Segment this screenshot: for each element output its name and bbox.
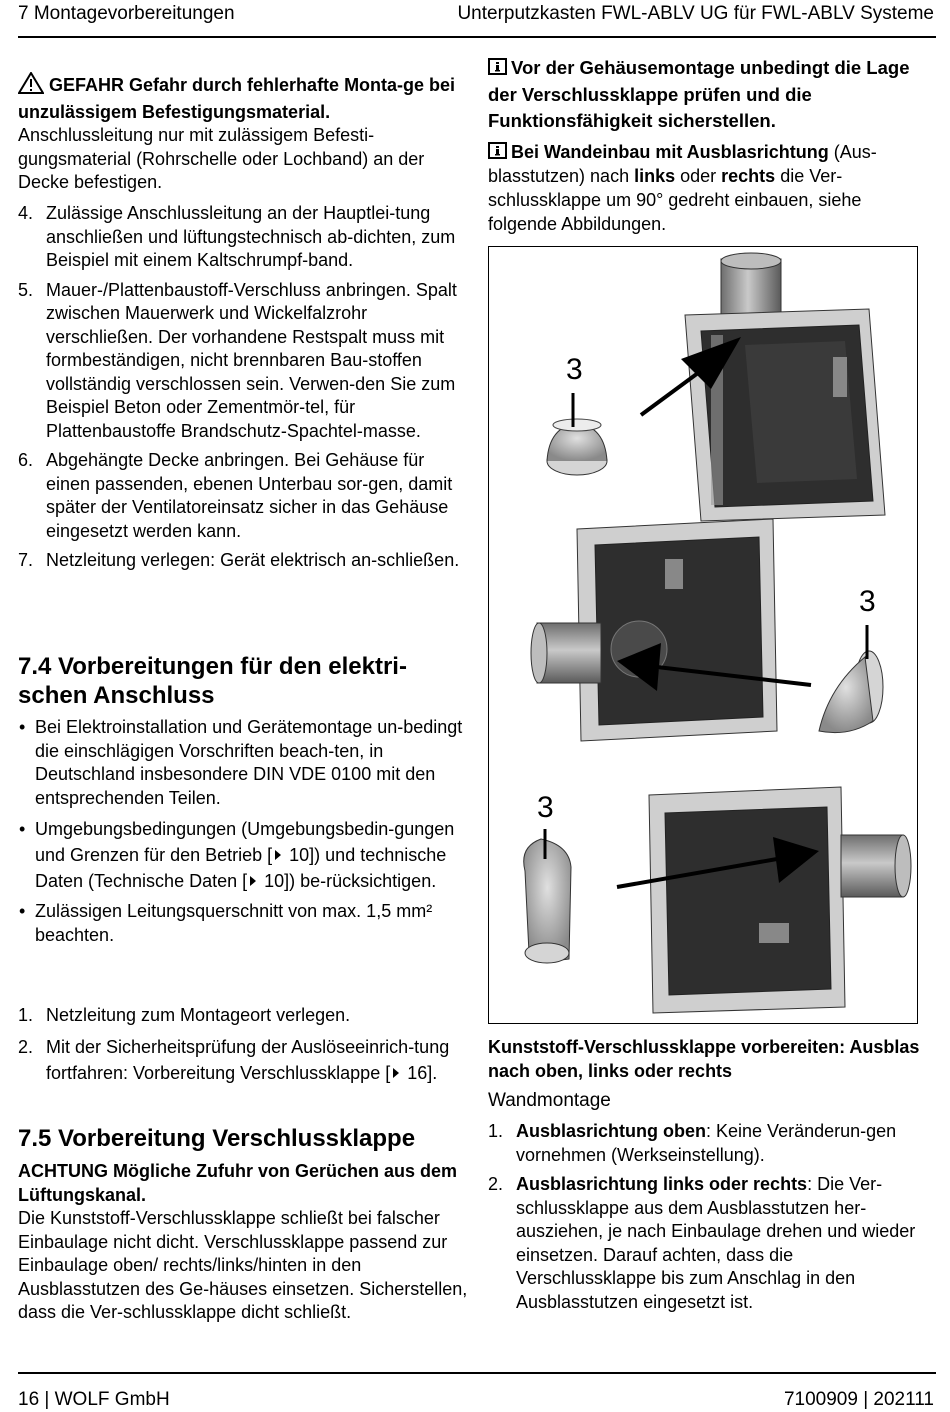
step-6: 6. Abgehängte Decke anbringen. Bei Gehäuse für einen passenden, ebenen Unterbau sor-gen, damit später der Ventilatoreinsatz sicher in das Gehäuse eingesetzt werden kann.	[18, 450, 453, 541]
info-block-2: Bei Wandeinbau mit Ausblasrichtung (Aus-blasstutzen) nach links oder rechts die Ver-schlussklappe um 90° gedreht einbauen, siehe folgende Abbildungen.	[488, 142, 877, 234]
step-1: 1. Netzleitung zum Montageort verlegen.	[18, 1005, 351, 1025]
footer-rule	[18, 1372, 936, 1374]
step-7: 7. Netzleitung verlegen: Gerät elektrisch an-schließen.	[18, 550, 460, 570]
flap-part-2	[819, 651, 883, 733]
danger-text: Anschlussleitung nur mit zulässigem Befesti-gungsmaterial (Rohrschelle oder Lochband) an der Decke befestigen.	[18, 125, 425, 192]
steps-list-b	[18, 1004, 468, 1092]
step-2: 2. Mit der Sicherheitsprüfung der Auslöseeinrich-tung fortfahren: Vorbereitung Verschlussklappe [ 16].	[18, 1034, 468, 1086]
housing-box-top	[685, 253, 885, 521]
step-1: 1. Ausblasrichtung oben: Keine Veränderun-gen vornehmen (Werkseinstellung).	[488, 1121, 897, 1165]
reference-arrow-icon	[392, 1060, 400, 1086]
caution-title: ACHTUNG Mögliche Zufuhr von Gerüchen aus dem Lüftungskanal.	[18, 1161, 458, 1205]
section-heading-7-4: 7.4 Vorbereitungen für den elektri-schen Anschluss	[18, 653, 407, 709]
housing-box-bottom	[649, 787, 911, 1013]
flap-part-3	[524, 839, 571, 963]
footer-page-company: 16 | WOLF GmbH	[18, 1389, 170, 1410]
info-icon	[488, 58, 507, 75]
steps-list-right	[488, 1120, 928, 1320]
bullet-item: • Zulässigen Leitungsquerschnitt von max. 1,5 mm² beachten.	[19, 901, 433, 945]
bullet-item: • Bei Elektroinstallation und Gerätemontage un-bedingt die einschlägigen Vorschriften beach-ten, in Deutschland insbesondere DIN VDE 0100 mit den entsprechenden Teilen.	[19, 717, 463, 808]
housing-box-middle	[531, 519, 777, 741]
figure-label-3: 3	[566, 353, 583, 386]
figure-label-3: 3	[537, 791, 554, 824]
installation-figure	[488, 246, 918, 1024]
caution-block	[18, 1160, 468, 1325]
section-heading-7-5: 7.5 Vorbereitung Verschlussklappe	[18, 1125, 416, 1152]
flap-part-1	[547, 419, 607, 475]
housing-illustration	[489, 247, 917, 1023]
steps-list-a	[18, 202, 468, 579]
header-rule	[18, 36, 936, 38]
info-text-1: Vor der Gehäusemontage unbedingt die Lage der Verschlussklappe prüfen und die Funktionsfähigkeit sicherstellen.	[488, 57, 910, 131]
footer-doc-number: 7100909 | 202111	[783, 1389, 934, 1410]
info-block-1	[488, 55, 928, 135]
info-icon	[488, 142, 507, 159]
step-5: 5. Mauer-/Plattenbaustoff-Verschluss anbringen. Spalt zwischen Mauerwerk und Wickelfalzrohr verschließen. Der vorhandene Restspalt muss mit formbeständigen, nicht brennbaren Bau-stoffen vollständig verschlossen sein. Verwen-den Sie zum Beispiel Beton oder Zementmör-tel, für Plattenbaustoffe Brandschutz-Spachtel-masse.	[18, 279, 457, 441]
subheading-wandmontage: Wandmontage	[488, 1090, 611, 1111]
header-product: Unterputzkasten FWL-ABLV UG für FWL-ABLV Systeme	[457, 3, 934, 24]
reference-arrow-icon	[249, 868, 257, 894]
step-4: 4. Zulässige Anschlussleitung an der Hauptlei-tung anschließen und lüftungstechnisch ab-dichten, zum Beispiel mit einem Kaltschrumpf-band.	[18, 203, 456, 270]
bullet-list	[18, 716, 468, 953]
figure-caption: Kunststoff-Verschlussklappe vorbereiten: Ausblas nach oben, links oder rechts	[488, 1037, 920, 1081]
header-chapter: 7 Montagevorbereitungen	[18, 3, 235, 24]
bullet-item: • Umgebungsbedingungen (Umgebungsbedin-gungen und Grenzen für den Betrieb [ 10]) und technische Daten (Technische Daten [ 10]) be-rücksichtigen.	[18, 816, 468, 894]
reference-arrow-icon	[274, 842, 282, 868]
step-2: 2. Ausblasrichtung links oder rechts: Die Ver-schlussklappe aus dem Ausblasstutzen her-ausziehen, je nach Einbaulage drehen und wieder einsetzen. Darauf achten, dass die Verschlussklappe bis zum Anschlag in den Ausblasstutzen eingesetzt ist.	[488, 1174, 916, 1312]
danger-title: GEFAHR Gefahr durch fehlerhafte Monta-ge bei unzulässigem Befestigungsmaterial.	[18, 75, 456, 122]
warning-triangle-icon	[18, 72, 44, 101]
caution-text: Die Kunststoff-Verschlussklappe schließt bei falscher Einbaulage nicht dicht. Verschlussklappe passend zur Einbaulage oben/ rechts/links/hinten in den Ausblasstutzen des Ge-häuses einsetzen. Sicherstellen, dass die Ver-schlussklappe dicht schließt.	[18, 1208, 468, 1322]
danger-block	[18, 72, 468, 195]
figure-label-3: 3	[859, 585, 876, 618]
